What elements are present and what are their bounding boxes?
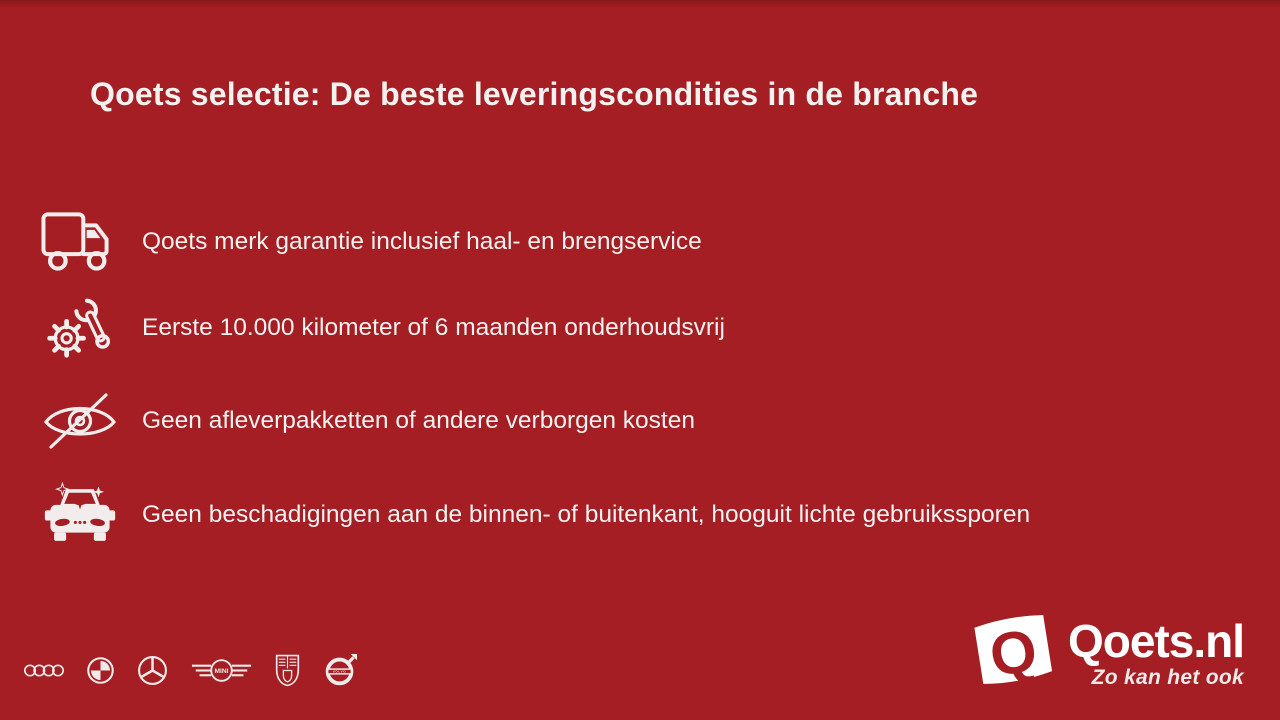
bullet-text: Qoets merk garantie inclusief haal- en brengservice [142, 228, 702, 255]
bullet-text: Geen afleverpakketten of andere verborgen kosten [142, 407, 695, 434]
car-damage-icon [40, 480, 120, 550]
mini-logo [191, 658, 252, 683]
bullet-text: Geen beschadigingen aan de binnen- of buitenkant, hooguit lichte gebruikssporen [142, 501, 1031, 528]
truck-icon [40, 207, 120, 277]
porsche-logo [275, 654, 300, 687]
volvo-logo-label: VOLVO [332, 669, 347, 674]
qoets-brand-name: Qoets.nl [1067, 615, 1244, 667]
mercedes-logo [137, 655, 168, 686]
bullet-row-no-damage [40, 480, 1250, 550]
bmw-logo [87, 657, 114, 684]
qoets-tagline: Zo kan het ook [1091, 666, 1244, 689]
bullet-text: Eerste 10.000 kilometer of 6 maanden onderhoudsvrij [142, 314, 725, 341]
bullet-row-delivery [40, 207, 1250, 277]
qoets-logo-mark [966, 608, 1060, 695]
qoets-logo [966, 608, 1244, 695]
qoets-mark-letter: Q [985, 615, 1042, 690]
volvo-logo [323, 653, 358, 688]
wrench-gear-icon [40, 293, 120, 363]
qoets-logo-text [1068, 608, 1244, 690]
brand-logo-strip [24, 648, 358, 692]
slide-title: Qoets selectie: De beste leveringscondities in de branche [90, 76, 979, 112]
eye-slash-icon [40, 386, 120, 456]
bullet-row-no-hidden-costs [40, 386, 1250, 456]
top-shadow [0, 0, 1280, 8]
bullet-row-maintenance [40, 293, 1250, 363]
mini-logo-label: MINI [214, 667, 229, 675]
audi-logo [24, 664, 64, 677]
